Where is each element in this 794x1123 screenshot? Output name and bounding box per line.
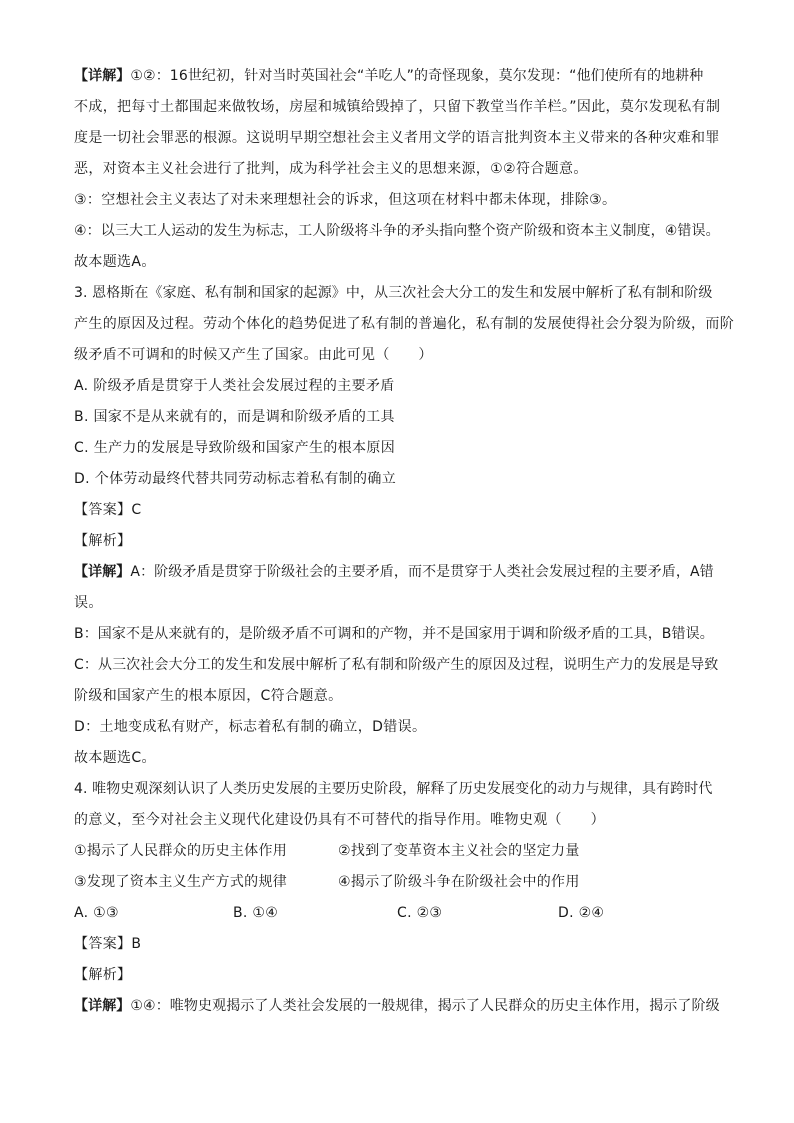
explanation-line-1: 【详解】①②：16世纪初，针对当时英国社会“羊吃人”的奇怪现象，莫尔发现：“他们使所有的地耕种 [74,68,704,84]
question-3-stem-2: 产生的原因及过程。劳动个体化的趋势促进了私有制的普遍化，私有制的发展使得社会分裂为阶级，而阶 [74,316,735,332]
question-3-detail-1: 【详解】A：阶级矛盾是贯穿于阶级社会的主要矛盾，而不是贯穿于人类社会发展过程的主要矛盾，A错 [74,564,714,580]
question-3-option-b: B. 国家不是从来就有的，而是调和阶级矛盾的工具 [74,409,395,425]
question-3-detail-6: D：土地变成私有财产，标志着私有制的确立，D错误。 [74,719,427,735]
question-4-option-c: C. ②③ [397,905,443,921]
question-4-option-d: D. ②④ [558,905,605,921]
question-3-stem-3: 级矛盾不可调和的时候又产生了国家。由此可见（ ） [74,347,433,363]
question-4-option-b: B. ①④ [233,905,279,921]
question-4-statement-4: ④揭示了阶级斗争在阶级社会中的作用 [338,874,580,890]
question-3-answer: 【答案】C [74,502,142,518]
explanation-line-4: 恶，对资本主义社会进行了批判，成为科学社会主义的思想来源，①②符合题意。 [74,161,588,177]
question-3-option-d: D. 个体劳动最终代替共同劳动标志着私有制的确立 [74,471,397,487]
question-4-answer: 【答案】B [74,936,142,952]
question-3-analysis-heading: 【解析】 [74,533,132,549]
question-3-conclusion: 故本题选C。 [74,750,156,766]
question-3-stem-1: 3. 恩格斯在《家庭、私有制和国家的起源》中，从三次社会大分工的发生和发展中解析了私有制和阶级 [74,285,713,301]
conclusion-line: 故本题选A。 [74,254,156,270]
question-4-statement-1: ①揭示了人民群众的历史主体作用 [74,843,288,859]
question-3-detail-4: C：从三次社会大分工的发生和发展中解析了私有制和阶级产生的原因及过程，说明生产力的发展是导致 [74,657,719,673]
question-3-detail-2: 误。 [74,595,103,611]
question-4-analysis-heading: 【解析】 [74,967,132,983]
question-4-stem-2: 的意义，至今对社会主义现代化建设仍具有不可替代的指导作用。唯物史观（ ） [74,812,605,828]
question-4-stem-1: 4. 唯物史观深刻认识了人类历史发展的主要历史阶段，解释了历史发展变化的动力与规律，具有跨时代 [74,781,713,797]
detail-tag: 【详解】 [74,68,131,84]
explanation-line-3: 度是一切社会罪恶的根源。这说明早期空想社会主义者用文学的语言批判资本主义带来的各种灾难和罪 [74,130,720,146]
explanation-line-2: 不成，把每寸土都围起来做牧场，房屋和城镇给毁掉了，只留下教堂当作羊栏。”因此，莫尔发现私有制 [74,99,721,115]
question-4-option-a: A. ①③ [74,905,119,921]
explanation-line-5: ③：空想社会主义表达了对未来理想社会的诉求，但这项在材料中都未体现，排除③。 [74,192,617,208]
detail-tag: 【详解】 [74,998,131,1014]
question-4-detail-1: 【详解】①④：唯物史观揭示了人类社会发展的一般规律，揭示了人民群众的历史主体作用，揭示了阶级 [74,998,720,1014]
question-4-statement-3: ③发现了资本主义生产方式的规律 [74,874,288,890]
question-3-detail-5: 阶级和国家产生的根本原因，C符合题意。 [74,688,343,704]
question-3-detail-3: B：国家不是从来就有的，是阶级矛盾不可调和的产物，并不是国家用于调和阶级矛盾的工具，B错误。 [74,626,714,642]
detail-tag: 【详解】 [74,564,131,580]
question-4-statement-2: ②找到了变革资本主义社会的坚定力量 [338,843,580,859]
explanation-line-6: ④：以三大工人运动的发生为标志，工人阶级将斗争的矛头指向整个资产阶级和资本主义制度，④错误。 [74,223,720,239]
question-3-option-a: A. 阶级矛盾是贯穿于人类社会发展过程的主要矛盾 [74,378,395,394]
question-3-option-c: C. 生产力的发展是导致阶级和国家产生的根本原因 [74,440,396,456]
